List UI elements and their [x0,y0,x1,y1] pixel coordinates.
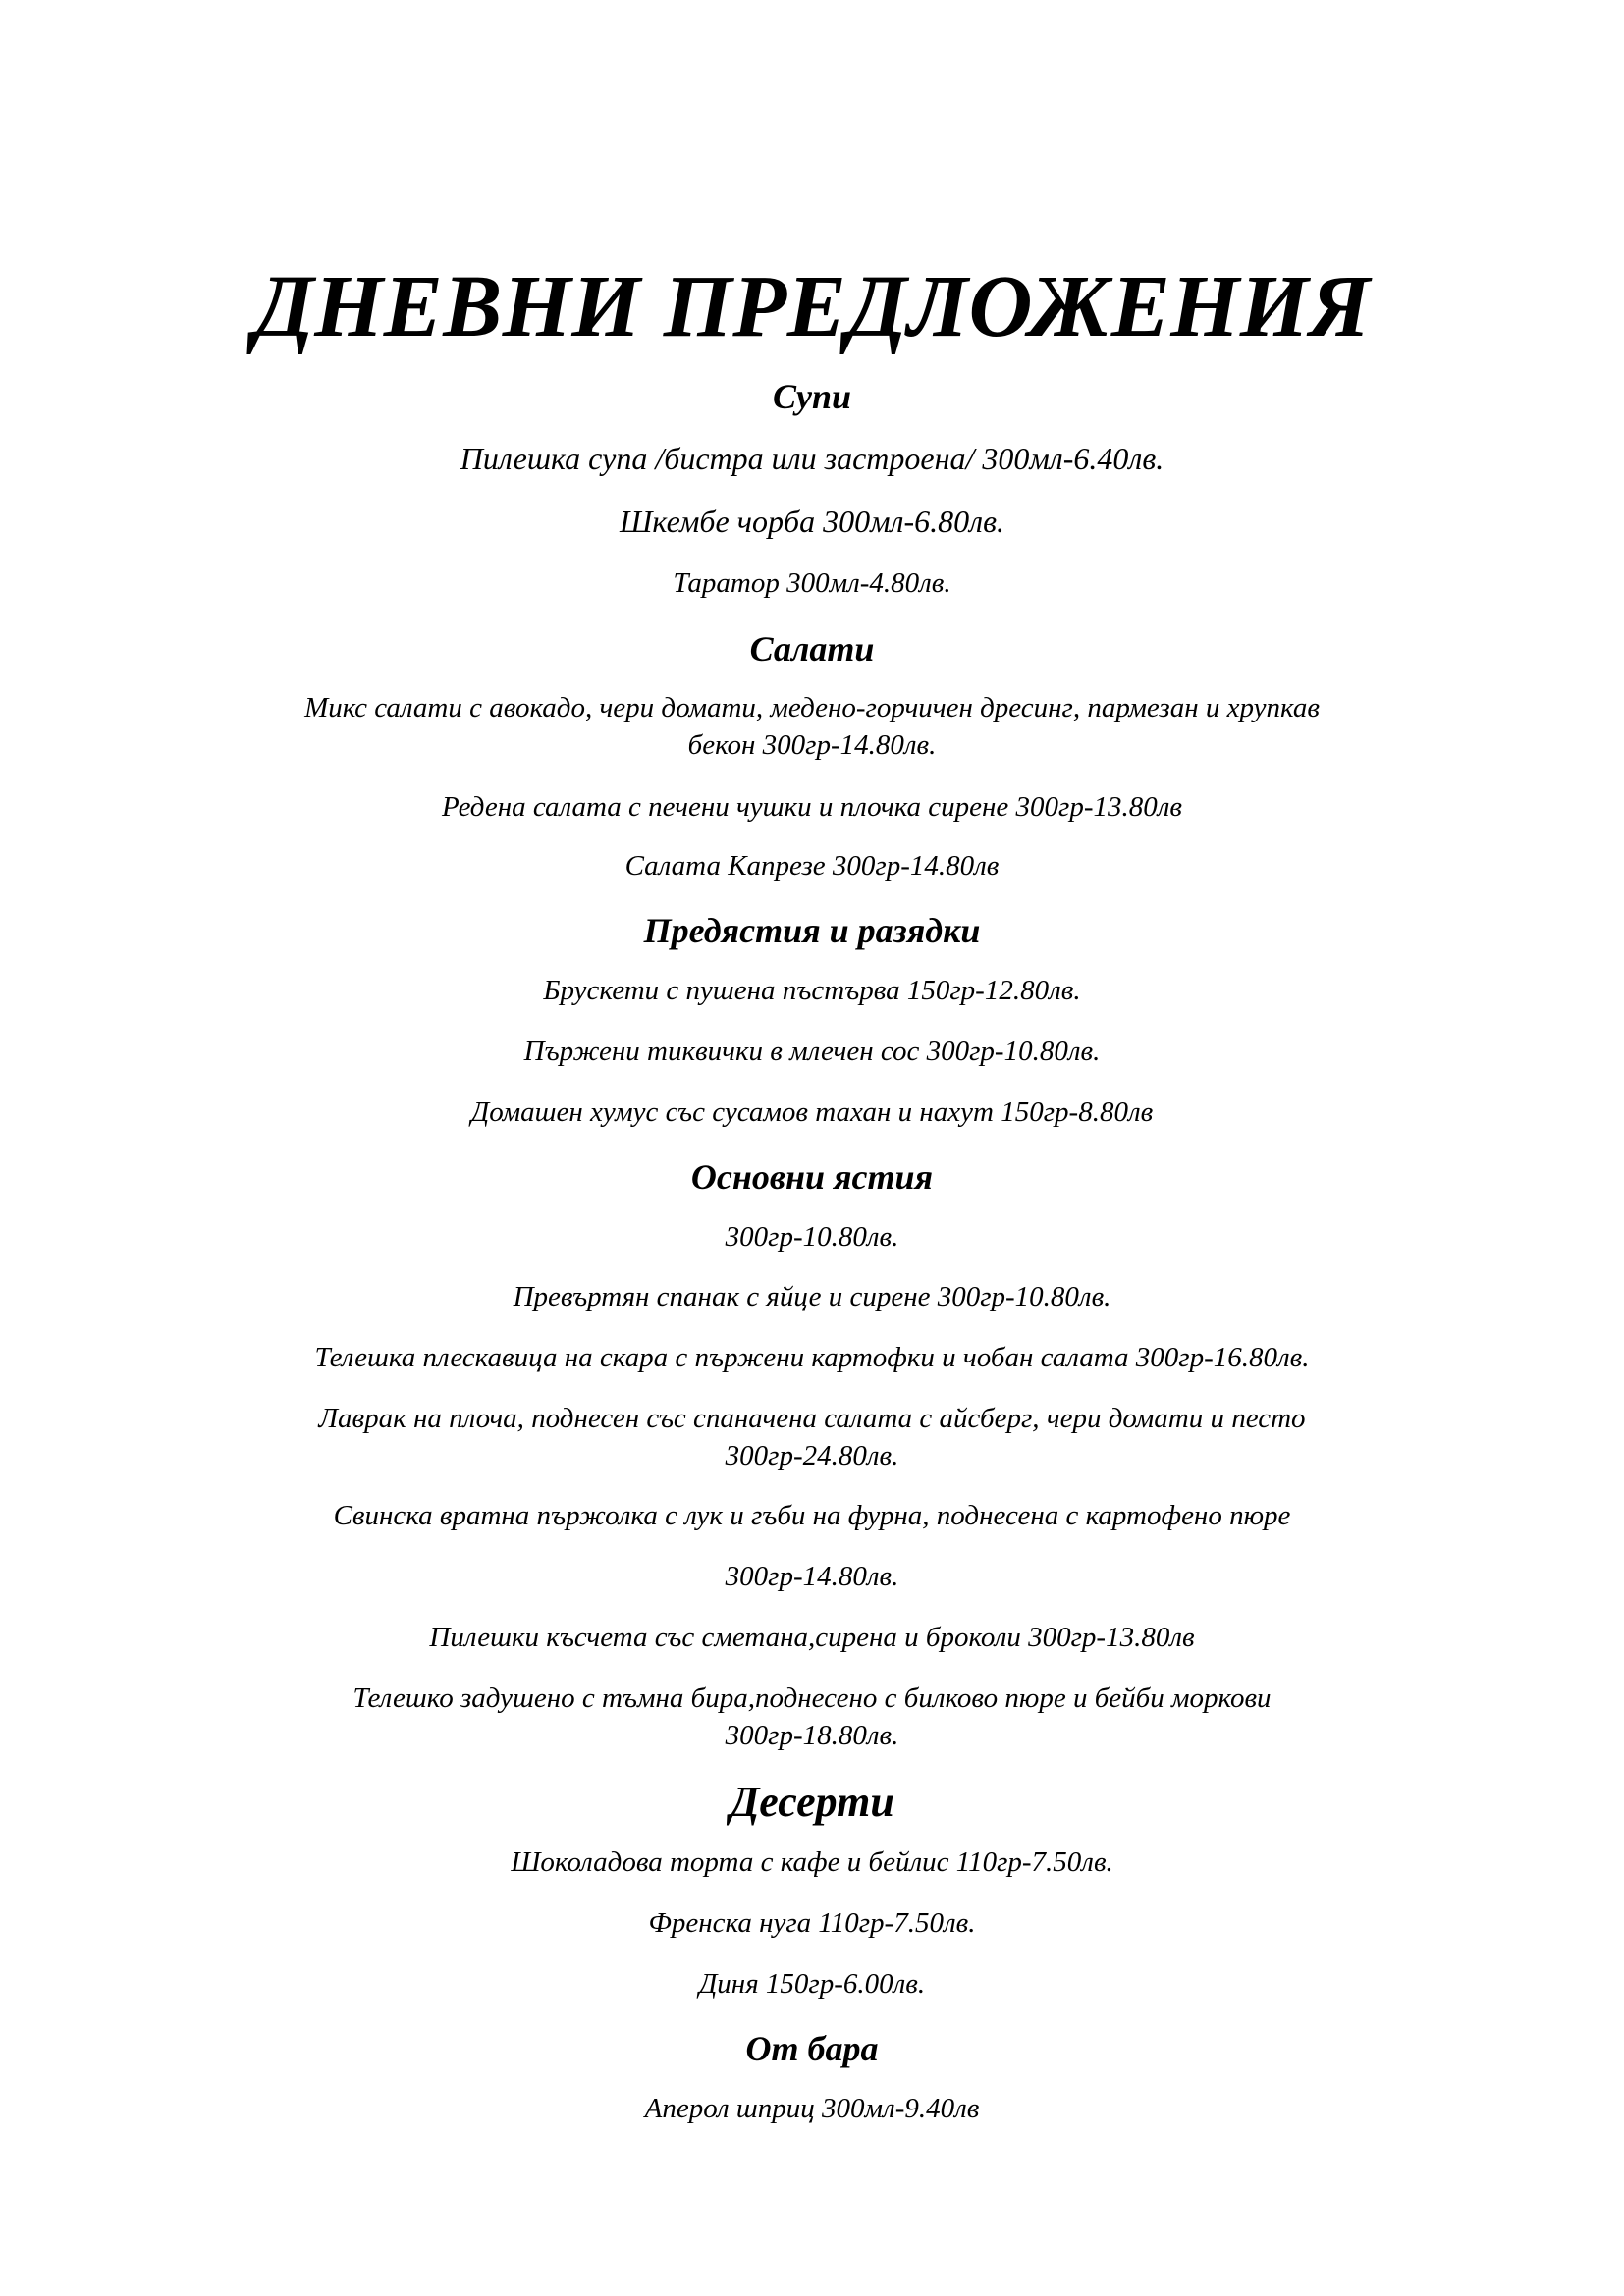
menu-item: Лаврак на плоча, поднесен със спаначена салата с айсберг, чери домати и песто [318,1403,1306,1434]
section-heading-main-courses: Основни ястия [690,1157,934,1197]
menu-item-continuation: 300гр-18.80лв. [725,1720,899,1751]
section-heading-desserts: Десерти [730,1778,894,1826]
page-title: ДНЕВНИ ПРЕДЛОЖЕНИЯ [253,258,1371,355]
menu-item: Превъртян спанак с яйце и сирене 300гр-10.80лв. [513,1281,1111,1312]
menu-item: Редена салата с печени чушки и плочка сирене 300гр-13.80лв [441,791,1182,823]
menu-item: 300гр-10.80лв. [725,1221,899,1253]
section-heading-bar: От бара [745,2029,879,2068]
menu-item: Пилешка супа /бистра или застроена/ 300мл-6.40лв. [460,441,1164,476]
section-heading-soups: Супи [772,377,852,416]
menu-item: Шкембе чорба 300мл-6.80лв. [620,504,1004,539]
menu-item-continuation: бекон 300гр-14.80лв. [687,729,937,761]
menu-item: Пържени тиквички в млечен сос 300гр-10.80лв. [523,1036,1101,1067]
menu-item: Пилешки късчета със сметана,сирена и броколи 300гр-13.80лв [429,1622,1195,1653]
menu-item: Микс салати с авокадо, чери домати, медено-горчичен дресинг, пармезан и хрупкав [304,692,1320,723]
menu-item: Домашен хумус със сусамов тахан и нахут 150гр-8.80лв [470,1096,1154,1128]
menu-item: Аперол шприц 300мл-9.40лв [644,2093,980,2124]
menu-item: Френска нуга 110гр-7.50лв. [648,1907,976,1939]
menu-item: Телешко задушено с тъмна бира,поднесено с билково пюре и бейби моркови [352,1682,1272,1714]
section-heading-appetizers: Предястия и разядки [643,911,981,950]
menu-item: Таратор 300мл-4.80лв. [673,567,951,599]
menu-item: Диня 150гр-6.00лв. [698,1968,926,2000]
menu-item: Салата Капрезе 300гр-14.80лв [624,850,1000,881]
menu-item: Телешка плескавица на скара с пържени картофки и чобан салата 300гр-16.80лв. [314,1342,1310,1373]
menu-item-continuation: 300гр-14.80лв. [725,1561,899,1592]
menu-item-continuation: 300гр-24.80лв. [725,1440,899,1471]
section-heading-salads: Салати [749,629,875,668]
menu-item: Шоколадова торта с кафе и бейлис 110гр-7.50лв. [511,1846,1113,1878]
menu-item: Брускети с пушена пъстърва 150гр-12.80лв. [543,975,1081,1006]
menu-item: Свинска вратна пържолка с лук и гъби на фурна, поднесена с картофено пюре [333,1500,1291,1531]
